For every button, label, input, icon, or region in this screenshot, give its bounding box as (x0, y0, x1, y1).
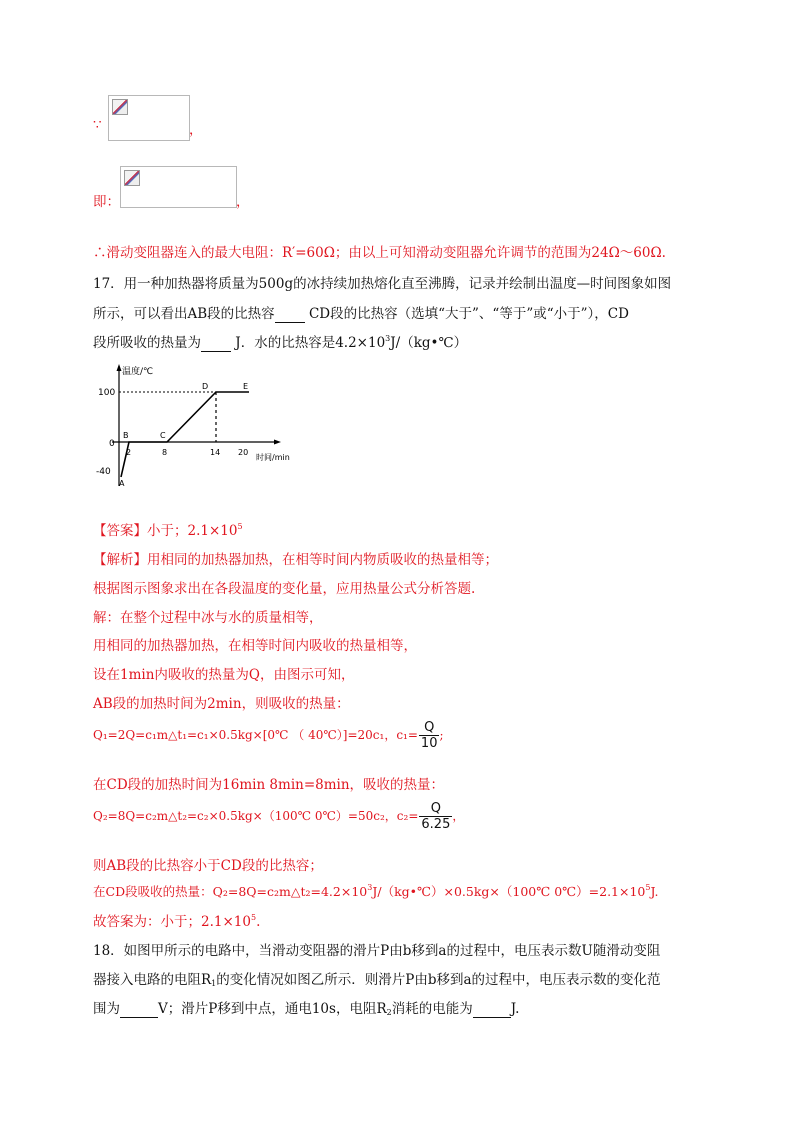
line10-a: 故答案为：小于；2.1×10 (93, 914, 251, 930)
point-d: D (202, 382, 209, 391)
line9-a: 在CD段吸收的热量：Q₂=8Q=c₂m△t₂=4.2×10 (93, 884, 368, 899)
q18-line2-a: 器接入电路的电阻R (93, 972, 212, 988)
analysis-line3: 解：在整个过程中冰与水的质量相等， (93, 610, 323, 626)
eq2-num: Q (430, 801, 441, 816)
eq2-text: Q₂=8Q=c₂m△t₂=c₂×0.5kg×（100℃ 0℃）=50c₂，c₂= (93, 809, 419, 823)
q17-line3-exp: 3 (385, 334, 391, 343)
comma-2: ， (236, 194, 250, 210)
answer-blank-2 (201, 335, 231, 352)
x-tick-20: 20 (238, 448, 249, 457)
eq1-den: 10 (420, 736, 438, 751)
eq1-end: ; (439, 728, 444, 742)
line9-exp1: 3 (367, 883, 373, 892)
q18-line1: 18．如图甲所示的电路中，当滑动变阻器的滑片P由b移到a的过程中，电压表示数U随滑动变阻 (93, 943, 661, 959)
analysis-line5: 设在1min内吸收的热量为Q，由图示可知， (93, 667, 355, 683)
x-tick-8: 8 (162, 448, 168, 457)
answer-text: 小于；2.1×10 (147, 523, 238, 539)
y-tick-100: 100 (98, 388, 116, 398)
q17-line3-a: 段所吸收的热量为 (93, 335, 201, 351)
q17-line1: 17．用一种加热器将质量为500g的冰持续加热熔化直至沸腾，记录并绘制出温度—时间图象如图 (93, 276, 672, 292)
broken-image-icon (124, 170, 140, 186)
point-c: C (160, 431, 166, 440)
analysis-text-1: 用相同的加热器加热，在相等时间内物质吸收的热量相等； (147, 552, 498, 568)
eq1-text: Q₁=2Q=c₁m△t₁=c₁×0.5kg×[0℃ （ 40℃）]=20c₁，c₁= (93, 728, 418, 742)
answer-blank-3 (120, 1001, 158, 1018)
q18-line3-b: V；滑片P移到中点，通电10s，电阻R (158, 1001, 387, 1017)
eq1-num: Q (424, 720, 435, 735)
eq2-den: 6.25 (421, 817, 451, 832)
point-b: B (123, 431, 129, 440)
q17-line3-b: J．水的比热容是4.2×10 (235, 335, 386, 351)
y-tick-neg40: -40 (96, 467, 111, 477)
point-a: A (119, 479, 125, 488)
answer-line (93, 519, 243, 539)
analysis-line8: 则AB段的比热容小于CD段的比热容； (93, 858, 323, 874)
comma-1: ， (189, 122, 203, 138)
q17-line3 (93, 331, 467, 352)
eq2-end: ， (452, 809, 465, 823)
because-symbol: ∵ (93, 117, 102, 133)
analysis-line9 (93, 882, 659, 900)
q18-line2 (93, 968, 661, 988)
answer-tag: 【答案】 (93, 523, 147, 539)
x-tick-2: 2 (126, 448, 132, 457)
line9-b: J/（kg•℃）×0.5kg×（100℃ 0℃）=2.1×10 (372, 884, 646, 899)
ji-label: 即： (93, 194, 120, 210)
q18-line3-a: 围为 (93, 1001, 120, 1017)
answer-blank-1 (275, 306, 305, 323)
conclusion-line: ∴滑动变阻器连入的最大电阻：R′=60Ω；由以上可知滑动变阻器允许调节的范围为24Ω～60Ω. (93, 245, 666, 261)
line9-c: J. (650, 884, 659, 899)
q17-line3-c: J/（kg•℃） (390, 335, 468, 351)
y-axis-arrow (117, 364, 122, 371)
analysis-line4: 用相同的加热器加热，在相等时间内吸收的热量相等， (93, 638, 417, 654)
x-axis-label: 时间/min (256, 453, 290, 462)
broken-image-icon (112, 99, 128, 115)
q18-line2-b: 的变化情况如图乙所示．则滑片P由b移到a的过程中，电压表示数的变化范 (216, 972, 661, 988)
answer-exp: 5 (237, 522, 243, 531)
q18-line3 (93, 997, 519, 1018)
q17-line2 (93, 302, 629, 323)
line10-exp: 5 (250, 913, 257, 922)
point-e: E (243, 382, 249, 391)
analysis-line1 (93, 548, 498, 568)
line9-exp2: 5 (645, 883, 651, 892)
formula-image-2 (120, 166, 237, 208)
analysis-tag: 【解析】 (93, 552, 147, 568)
analysis-line7: 在CD段的加热时间为16min 8min=8min，吸收的热量： (93, 777, 445, 793)
analysis-eq2 (93, 801, 464, 832)
y-axis-label: 温度/℃ (122, 367, 154, 377)
analysis-eq1 (93, 720, 444, 751)
temperature-curve (121, 392, 249, 477)
q18-line2-sub: 1 (211, 979, 217, 988)
q17-line2-b: CD段的比热容（选填“大于”、“等于”或“小于”），CD (308, 306, 629, 322)
line10-b: . (256, 914, 261, 930)
eq2-fraction (419, 801, 452, 832)
x-tick-14: 14 (210, 448, 221, 457)
temperature-time-graph (92, 360, 312, 490)
y-tick-0: 0 (109, 439, 115, 449)
analysis-line6: AB段的加热时间为2min，则吸收的热量： (93, 696, 350, 712)
formula-image-1 (108, 95, 190, 141)
eq1-fraction (419, 720, 440, 751)
answer-blank-4 (473, 1001, 511, 1018)
q17-line2-a: 所示，可以看出AB段的比热容 (93, 306, 275, 322)
q18-line3-sub: 2 (386, 1008, 392, 1017)
q18-line3-c: 消耗的电能为 (391, 1001, 473, 1017)
analysis-line10 (93, 910, 260, 930)
analysis-line2: 根据图示图象求出在各段温度的变化量，应用热量公式分析答题. (93, 581, 476, 597)
q18-line3-d: J. (510, 1001, 520, 1017)
x-axis-arrow (274, 440, 281, 445)
